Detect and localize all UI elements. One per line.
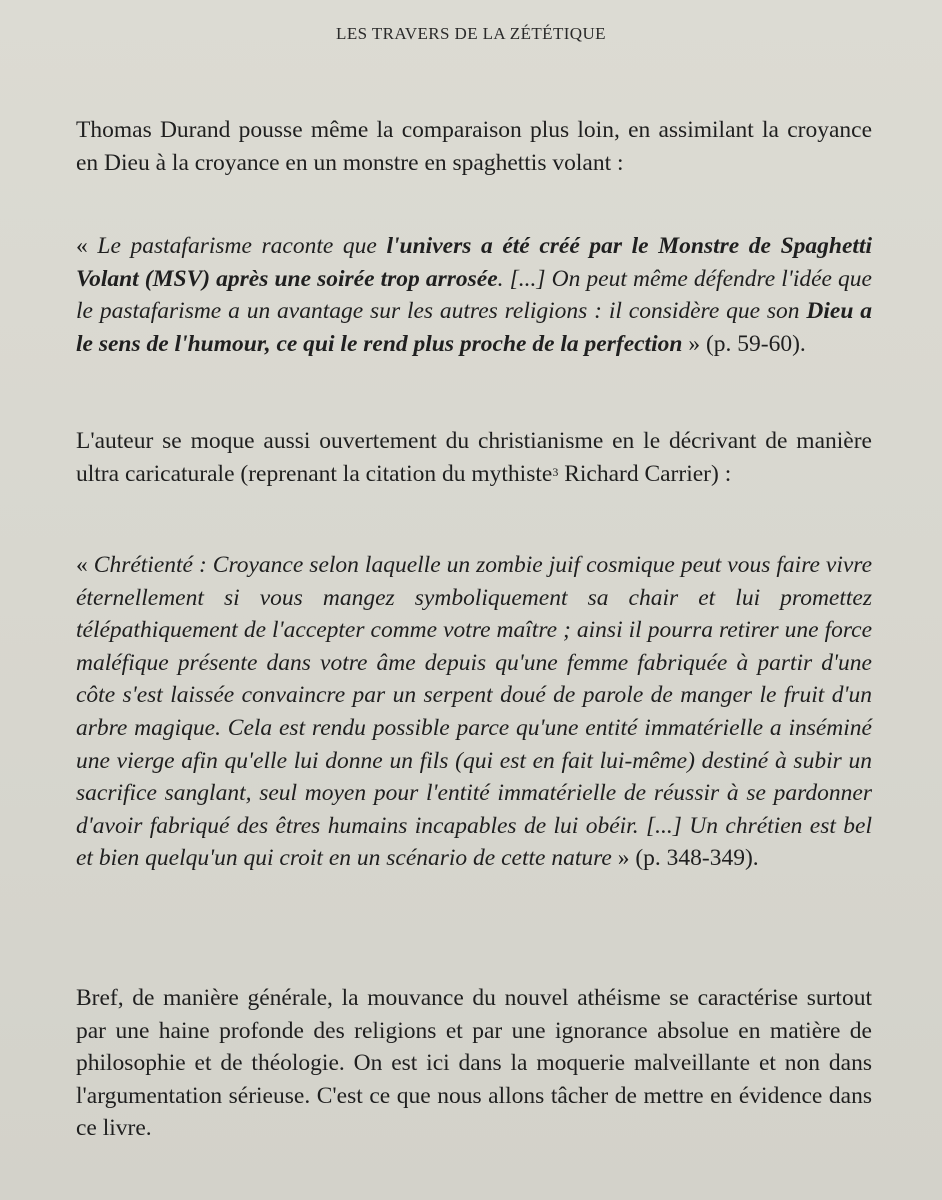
quote-2-text (76, 549, 872, 875)
quote-1-citation: » (p. 59-60). (682, 330, 806, 357)
quote-1-text (76, 230, 872, 360)
quote-2 (76, 549, 872, 875)
quote-open-mark: « (76, 552, 94, 578)
paragraph-2-main: L'auteur se moque aussi ouvertement du christianisme en le décrivant de manière ultra caricaturale (reprenant la citation du mythiste (76, 428, 872, 487)
paragraph-2-text (76, 425, 872, 490)
paragraph-2-after: Richard Carrier) : (558, 460, 732, 487)
paragraph-2 (76, 425, 872, 490)
footnote-marker: 3 (552, 464, 559, 479)
paragraph-1 (76, 114, 872, 179)
paragraph-1-text: Thomas Durand pousse même la comparaison plus loin, en assimilant la croyance en Dieu à la croyance en un monstre en spaghettis volant : (76, 117, 872, 176)
paragraph-3-text: Bref, de manière générale, la mouvance du nouvel athéisme se caractérise surtout par une haine profonde des religions et par une ignorance absolue en matière de philosophie et de théologie. On est ici dans la moquerie malveillante et non dans l'argumentation sérieuse. C'est ce que nous allons tâcher de mettre en évidence dans ce livre. (76, 985, 872, 1142)
quote-1-bold-a: l'univers a été créé par le Monstre de Spaghetti Volant (MSV) après une soirée trop arrosée (76, 233, 873, 292)
quote-1-bold-b: Dieu a le sens de l'humour, ce qui le rend plus proche de la perfection (76, 298, 872, 357)
quote-1-part-a: Le pastafarisme raconte que (97, 233, 387, 259)
quote-2-citation: » (p. 348-349). (611, 845, 759, 872)
quote-1-part-b: . [...] On peut même défendre l'idée que le pastafarisme a un avantage sur les autres religions : il considère que son (76, 265, 872, 325)
running-head: LES TRAVERS DE LA ZÉTÉTIQUE (336, 24, 606, 43)
quote-2-body: Chrétienté : Croyance selon laquelle un zombie juif cosmique peut vous faire vivre éternellement si vous mangez symboliquement sa chair et lui promettez télépathiquement de l'accepter comme votre maître ; ainsi il pourra retirer une force maléfique présente dans votre âme depuis qu'une femme fabriquée à partir d'une côte s'est laissée convaincre par un serpent doué de parole de manger le fruit d'un arbre magique. Cela est rendu possible parce qu'une entité immatérielle a inséminé une vierge afin qu'elle lui donne un fils (qui est en fait lui-même) destiné à subir un sacrifice sanglant, seul moyen pour l'entité immatérielle de réussir à se pardonner d'avoir fabriqué des êtres humains incapables de lui obéir. [...] Un chrétien est bel et bien quelqu'un qui croit en un scénario de cette nature (76, 552, 873, 872)
paragraph-3 (76, 982, 872, 1145)
quote-1 (76, 230, 872, 360)
quote-open-mark: « (76, 233, 98, 259)
